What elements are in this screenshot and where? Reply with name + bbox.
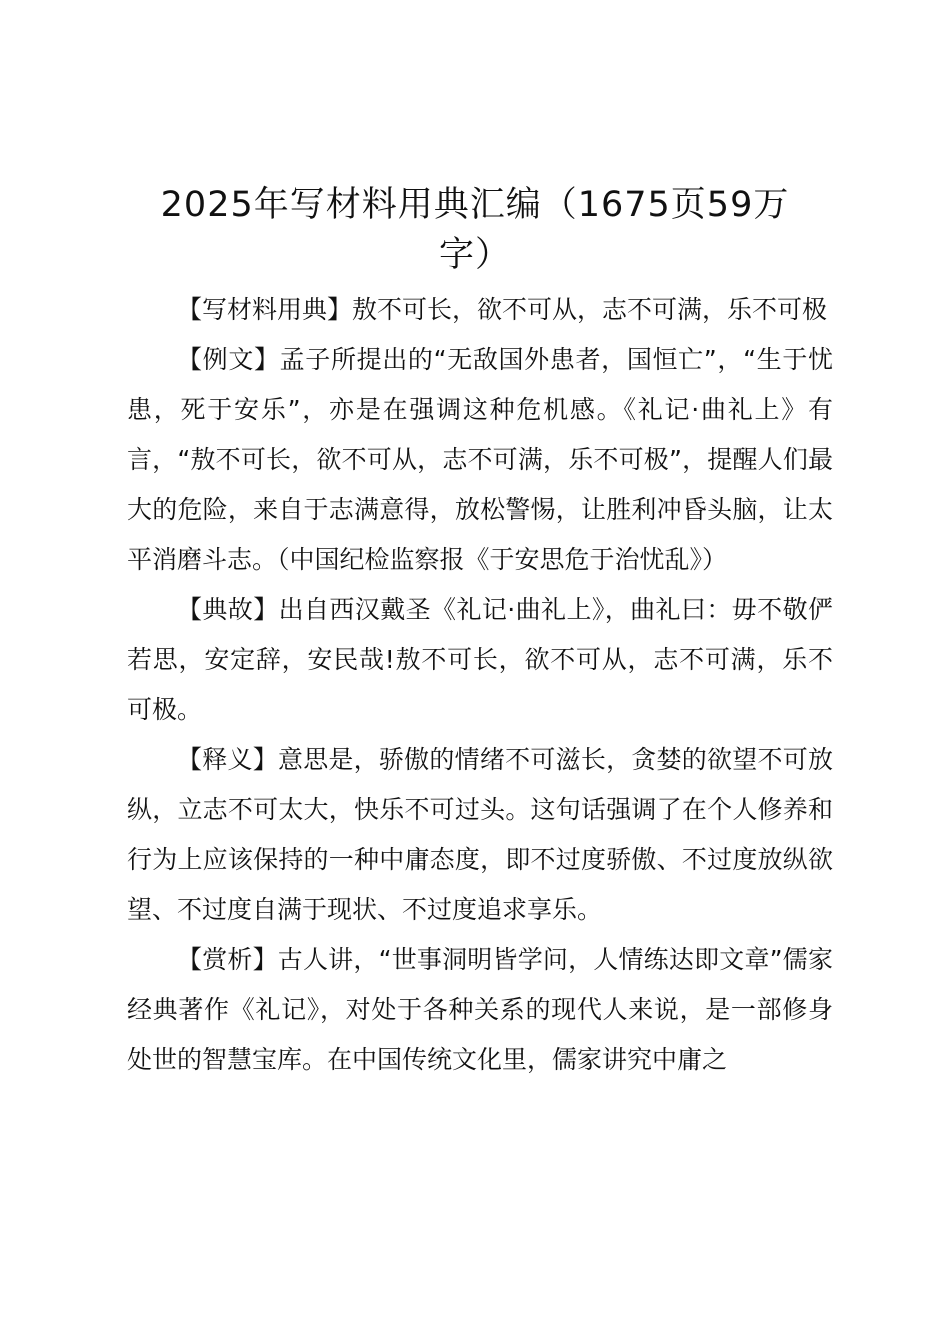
document-title: 2025年写材料用典汇编（1675页59万字） — [160, 185, 790, 275]
paragraph-appreciation: 【赏析】古人讲，“世事洞明皆学问，人情练达即文章”儒家经典著作《礼记》，对处于各种关系的现代人来说，是一部修身处世的智慧宝库。在中国传统文化里，儒家讲究中庸之 — [127, 945, 833, 1074]
paragraph-quote: 【写材料用典】敖不可长，欲不可从，志不可满，乐不可极 — [177, 295, 828, 324]
paragraph-example: 【例文】孟子所提出的“无敌国外患者，国恒亡”，“生于忧患，死于安乐”，亦是在强调这种危机感。《礼记·曲礼上》有言，“敖不可长，欲不可从，志不可满，乐不可极”，提醒人们最大的危险，来自于志满意得，放松警惕，让胜利冲昏头脑，让太平消磨斗志。（中国纪检监察报《于安思危于治忧乱》） — [127, 345, 833, 574]
paragraph-interpretation: 【释义】意思是，骄傲的情绪不可滋长，贪婪的欲望不可放纵，立志不可太大，快乐不可过头。这句话强调了在个人修养和行为上应该保持的一种中庸态度，即不过度骄傲、不过度放纵欲望、不过度自满于现状、不过度追求享乐。 — [127, 745, 833, 924]
document-body — [127, 285, 833, 1085]
paragraph-allusion: 【典故】出自西汉戴圣《礼记·曲礼上》，曲礼曰：毋不敬俨若思，安定辞，安民哉!敖不可长，欲不可从，志不可满，乐不可极。 — [127, 595, 833, 724]
